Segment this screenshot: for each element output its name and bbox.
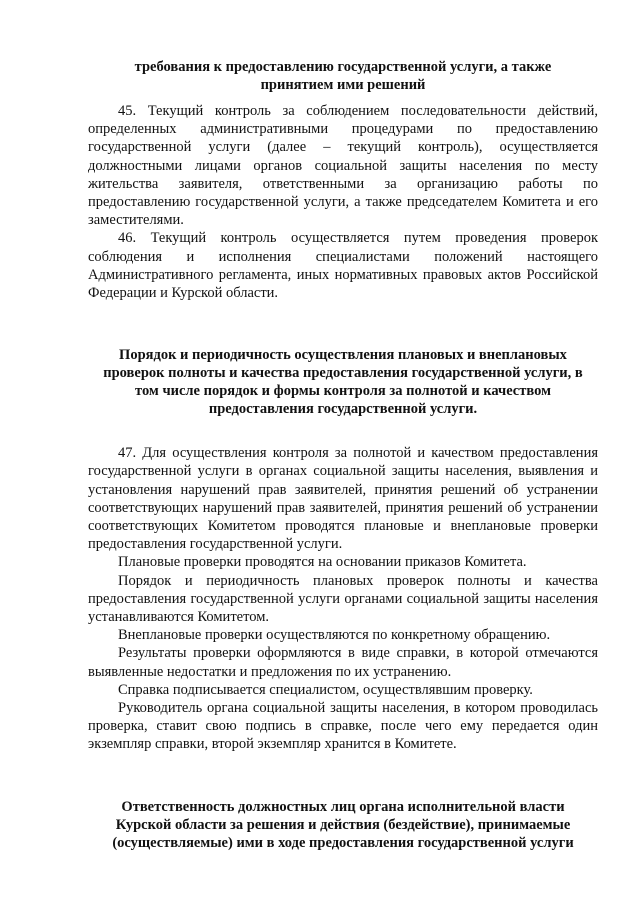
- spacer: [88, 418, 598, 444]
- section-2-heading-line-2: проверок полноты и качества предоставления государственной услуги, в: [103, 365, 583, 382]
- section-2-heading: [88, 346, 598, 418]
- section-2-heading-line-3: том числе порядок и формы контроля за полнотой и качеством: [135, 383, 551, 400]
- section-1-heading: [88, 58, 598, 94]
- paragraph-check-results: Результаты проверки оформляются в виде справки, в которой отмечаются выявленные недостатки и предложения по их устранению.: [88, 645, 598, 680]
- spacer: [88, 754, 598, 798]
- section-3-heading-line-3: (осуществляемые) ими в ходе предоставления государственной услуги: [112, 834, 574, 851]
- paragraph-planned-checks: Плановые проверки проводятся на основании приказов Комитета.: [118, 554, 527, 571]
- paragraph-46: 46. Текущий контроль осуществляется путем проведения проверок соблюдения и исполнения специалистами положений настоящего Административного регламента, иных нормативных правовых актов Российской Федерации и Курской области.: [88, 230, 598, 302]
- document-content: [88, 58, 598, 852]
- paragraph-head-signature: Руководитель органа социальной защиты населения, в котором проводилась проверка, ставит свою подпись в справке, после чего ему передается один экземпляр справки, второй экземпляр хранится в Комитете.: [88, 700, 598, 753]
- section-2-heading-line-1: Порядок и периодичность осуществления плановых и внеплановых: [119, 347, 567, 364]
- section-3-heading-line-2: Курской области за решения и действия (бездействие), принимаемые: [115, 816, 571, 833]
- spacer: [88, 302, 598, 346]
- spacer: [88, 94, 598, 102]
- paragraph-45: 45. Текущий контроль за соблюдением последовательности действий, определенных административными процедурами по предоставлению государственной услуги (далее – текущий контроль), осуществляется должностными лицами органов социальной защиты населения по месту жительства заявителя, ответственными за организацию работы по предоставлению государственной услуги, а также председателем Комитета и его заместителями.: [88, 103, 598, 229]
- paragraph-report-signature: Справка подписывается специалистом, осуществлявшим проверку.: [118, 681, 533, 698]
- section-1-heading-line-2: принятием ими решений: [260, 77, 426, 93]
- paragraph-unscheduled-checks: Внеплановые проверки осуществляются по конкретному обращению.: [118, 627, 551, 644]
- section-3-heading: [88, 798, 598, 852]
- paragraph-47: 47. Для осуществления контроля за полнотой и качеством предоставления государственной услуги в органах социальной защиты населения, выявления и установления нарушений прав заявителей, принятия решений об устранении соответствующих нарушений прав заявителей, принятия решений об устранении соответствующих Комитетом проводятся плановые и внеплановые проверки предоставления государственной услуги.: [88, 445, 598, 553]
- paragraph-order-periodicity: Порядок и периодичность плановых проверок полноты и качества предоставления государственной услуги органами социальной защиты населения устанавливаются Комитетом.: [88, 572, 598, 626]
- section-3-heading-line-1: Ответственность должностных лиц органа исполнительной власти: [121, 798, 565, 815]
- section-1-heading-line-1: требования к предоставлению государственной услуги, а также: [134, 59, 552, 75]
- section-2-heading-line-4: предоставления государственной услуги.: [208, 401, 478, 418]
